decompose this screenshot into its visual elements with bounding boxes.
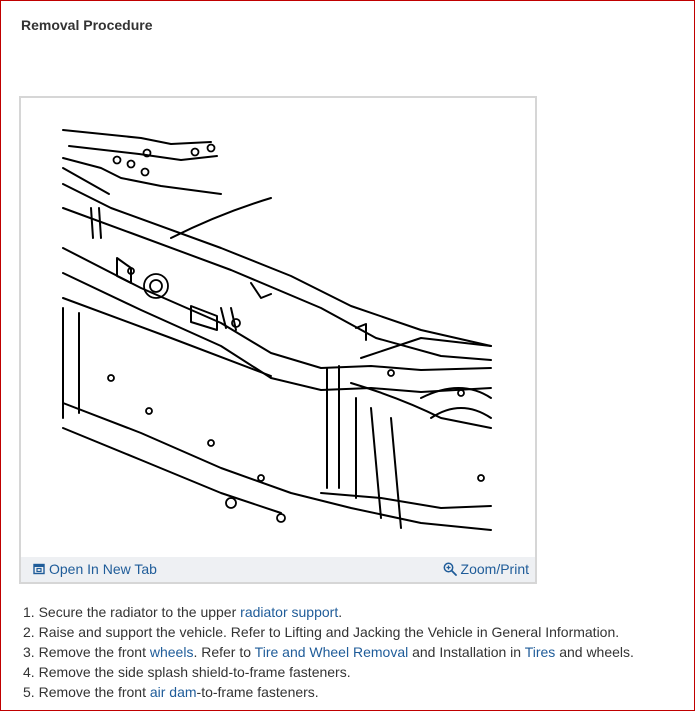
figure-toolbar bbox=[21, 557, 535, 582]
procedure-step bbox=[23, 602, 634, 622]
step-text: . bbox=[338, 604, 343, 620]
open-in-new-tab-icon bbox=[33, 563, 45, 575]
step-link[interactable]: wheels bbox=[149, 644, 194, 660]
step-link[interactable]: Tire and Wheel Removal bbox=[254, 644, 409, 660]
procedure-step bbox=[23, 642, 634, 662]
open-in-new-tab-label: Open In New Tab bbox=[49, 561, 157, 577]
step-text: and Installation in bbox=[408, 644, 525, 660]
step-text: Secure the radiator to the upper bbox=[38, 604, 241, 620]
procedure-step bbox=[23, 622, 634, 642]
zoom-print-link[interactable] bbox=[443, 561, 529, 577]
procedure-step bbox=[23, 662, 634, 682]
step-link[interactable]: Tires bbox=[524, 644, 556, 660]
step-link[interactable]: air dam bbox=[149, 684, 197, 700]
procedure-step bbox=[23, 682, 634, 702]
step-number: 4. bbox=[23, 664, 35, 680]
step-number: 2. bbox=[23, 624, 35, 640]
radiator-support-illustration[interactable] bbox=[21, 98, 535, 556]
open-in-new-tab-link[interactable] bbox=[33, 561, 157, 577]
step-number: 3. bbox=[23, 644, 35, 660]
step-link[interactable]: radiator support bbox=[240, 604, 339, 620]
step-text: and wheels. bbox=[555, 644, 634, 660]
step-number: 5. bbox=[23, 684, 35, 700]
page-title: Removal Procedure bbox=[21, 17, 153, 33]
zoom-in-icon bbox=[443, 562, 457, 576]
zoom-print-label: Zoom/Print bbox=[460, 561, 529, 577]
figure-panel bbox=[19, 96, 537, 584]
step-text: Remove the side splash shield-to-frame fasteners. bbox=[38, 664, 351, 680]
step-number: 1. bbox=[23, 604, 35, 620]
step-text: Remove the front bbox=[38, 684, 150, 700]
procedure-steps bbox=[23, 602, 634, 702]
step-text: . Refer to bbox=[193, 644, 255, 660]
step-text: Remove the front bbox=[38, 644, 150, 660]
step-text: -to-frame fasteners. bbox=[196, 684, 319, 700]
step-text: Raise and support the vehicle. Refer to Lifting and Jacking the Vehicle in General Information. bbox=[38, 624, 620, 640]
